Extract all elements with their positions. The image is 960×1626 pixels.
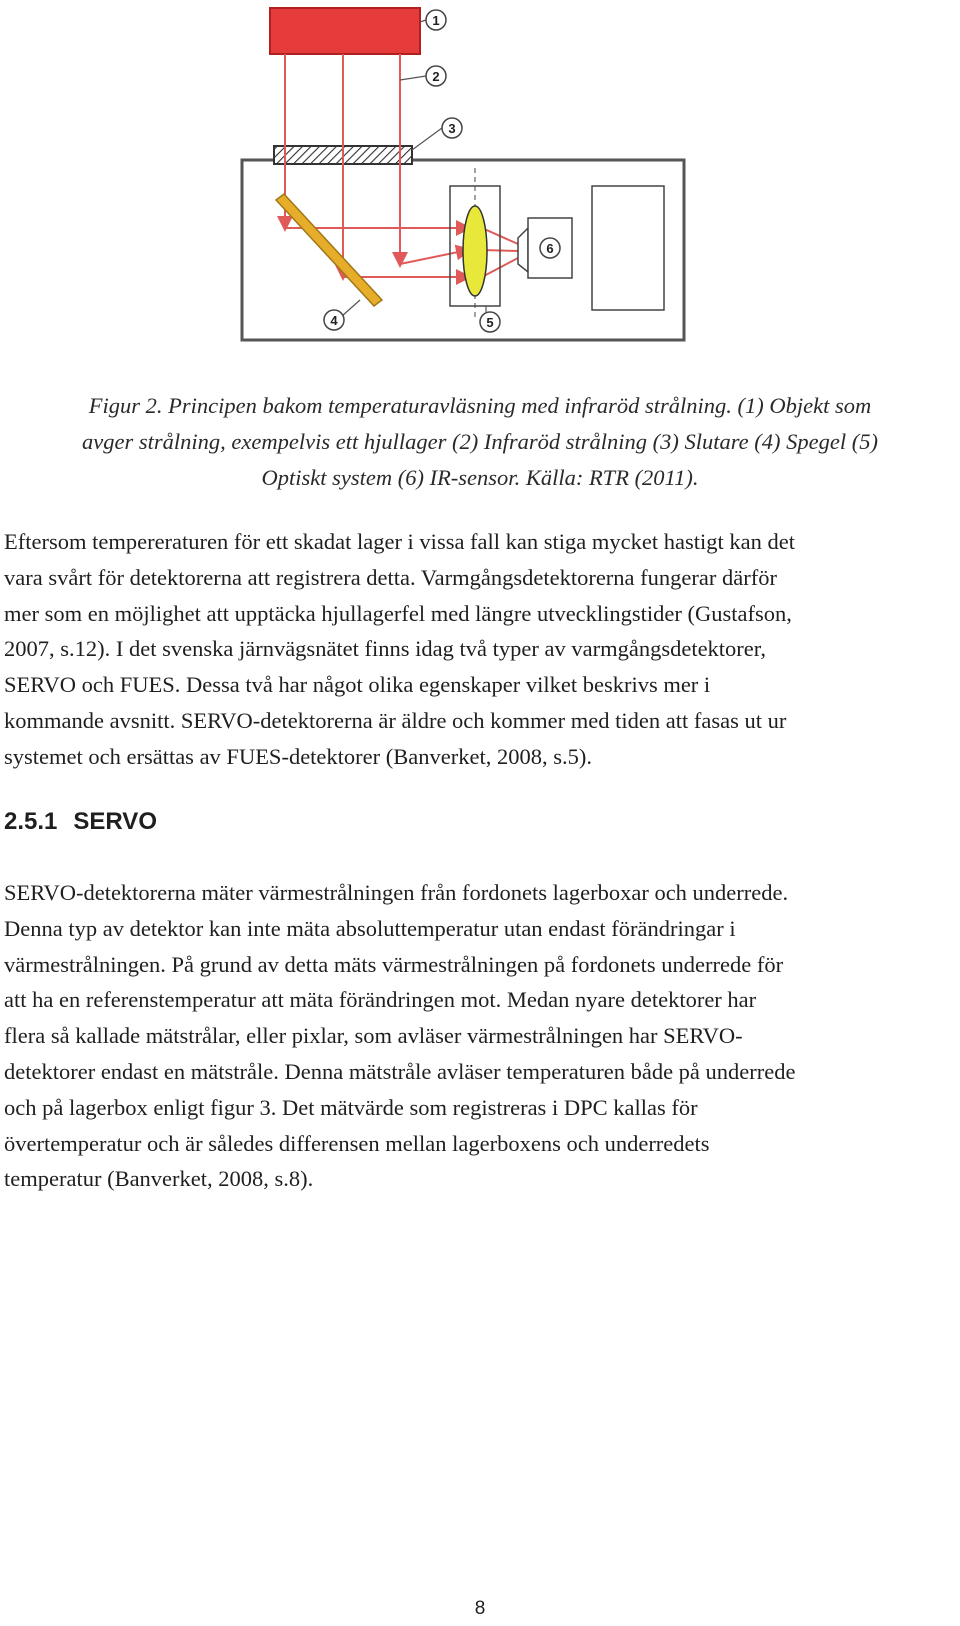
text-line: mer som en möjlighet att upptäcka hjullagerfel med längre utvecklingstider (Gustafson, [4,600,792,626]
text-line: vara svårt för detektorerna att registrera detta. Varmgångsdetektorerna fungerar därför [4,564,777,590]
text-line: och på lagerbox enligt figur 3. Det mätvärde som registreras i DPC kallas för [4,1094,698,1120]
text-line: SERVO-detektorerna mäter värmestrålningen från fordonets lagerboxar och underrede. [4,880,789,905]
paragraph-servo [4,875,956,1197]
text-line: detektorer endast en mätstråle. Denna mätstråle avläser temperaturen både på underrede [4,1058,796,1084]
ir-detector-diagram [236,0,716,360]
page-number: 8 [474,1598,486,1619]
text-line: temperatur (Banverket, 2008, s.8). [4,1166,314,1192]
paragraph-intro [4,524,956,775]
callout-6: 6 [546,241,554,256]
text-line: systemet och ersättas av FUES-detektorer (Banverket, 2008, s.5). [4,743,592,769]
text-line: 2007, s.12). I det svenska järnvägsnätet finns idag två typer av varmgångsdetektorer, [4,636,767,662]
callout-2: 2 [432,69,440,84]
text-line: Denna typ av detektor kan inte mäta absoluttemperatur utan endast förändringar i [4,915,736,941]
caption-line: Figur 2. Principen bakom temperaturavläsning med infraröd strålning. (1) Objekt som [88,393,872,418]
text-line: övertemperatur och är således differensen mellan lagerboxens och underredets [4,1130,710,1156]
section-title: SERVO [73,808,157,835]
callout-3: 3 [448,121,456,136]
figure-caption [0,388,960,496]
callout-4: 4 [330,313,338,328]
callout-5: 5 [486,315,494,330]
text-line: flera så kallade mätstrålar, eller pixlar, som avläser värmestrålningen har SERVO- [4,1023,743,1049]
lens [463,206,487,296]
text-line: Eftersom tempereraturen för ett skadat lager i vissa fall kan stiga mycket hastigt kan det [4,529,795,554]
caption-line: Optiskt system (6) IR-sensor. Källa: RTR (2011). [261,465,699,490]
caption-line: avger strålning, exempelvis ett hjullager (2) Infraröd strålning (3) Slutare (4) Spegel (5) [82,429,878,454]
text-line: SERVO och FUES. Dessa två har något olika egenskaper vilket beskrivs mer i [4,672,711,698]
callout-1: 1 [432,13,440,28]
section-heading [4,808,157,836]
text-line: värmestrålningen. På grund av detta mäts värmestrålningen på fordonets underrede för [4,951,784,977]
section-number: 2.5.1 [4,808,58,835]
radiating-object [270,8,420,54]
electronics-box [592,186,664,310]
text-line: att ha en referenstemperatur att mäta förändringen mot. Medan nyare detektorer har [4,987,757,1013]
text-line: kommande avsnitt. SERVO-detektorerna är äldre och kommer med tiden att fasas ut ur [4,707,787,733]
